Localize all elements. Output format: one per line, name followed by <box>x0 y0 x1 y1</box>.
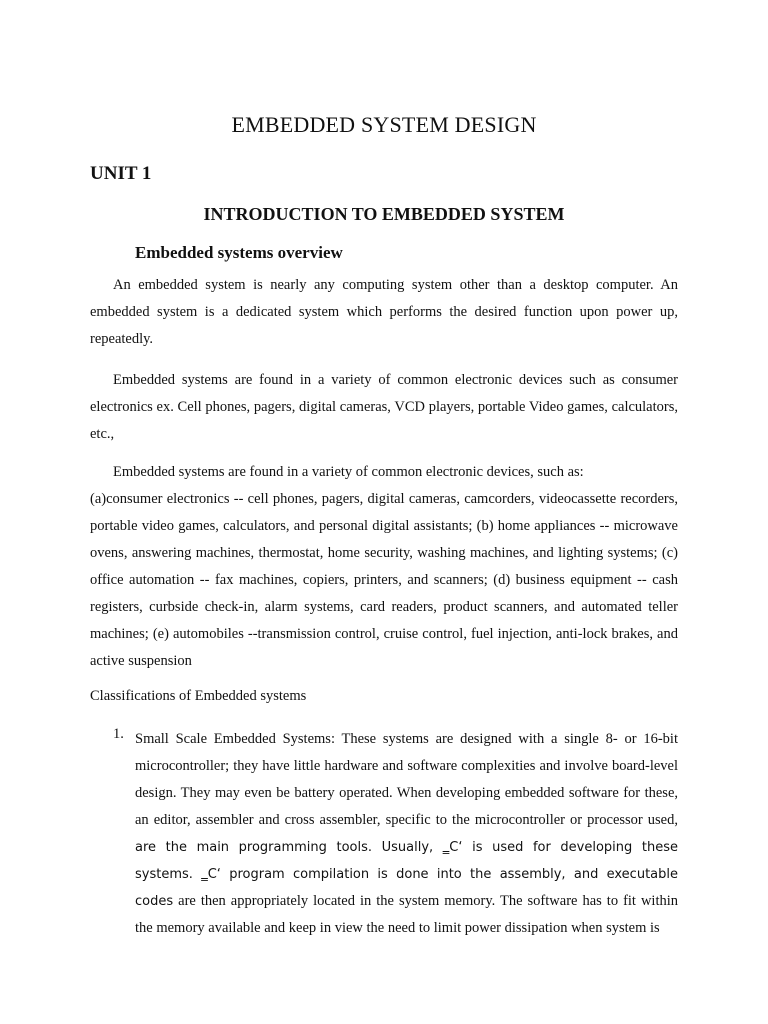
paragraph-examples: Embedded systems are found in a variety of common electronic devices such as consumer electronics ex. Cell phones, pagers, digital cameras, VCD players, portable Video games, calculators, etc., <box>90 372 678 442</box>
paragraph-devices <box>90 459 678 675</box>
list-item-text-part1: Small Scale Embedded Systems: These systems are designed with a single 8- or 16-bit microcontroller; they have little hardware and software complexities and involve board-level design. They may even be battery operated. When developing embedded software for these, an editor, assembler and cross assembler, specific to the microcontroller or processor used, <box>135 731 678 828</box>
unit-heading: UNIT 1 <box>90 163 152 184</box>
list-item-number: 1. <box>113 726 124 742</box>
paragraph-devices-list: (a)consumer electronics -- cell phones, pagers, digital cameras, camcorders, videocassette recorders, portable video games, calculators, and personal digital assistants; (b) home appliances -- microwave ovens, answering machines, thermostat, home security, washing machines, and lighting systems; (c) office automation -- fax machines, copiers, printers, and scanners; (d) business equipment -- cash registers, curbside check-in, alarm systems, card readers, product scanners, and automated teller machines; (e) automobiles --transmission control, cruise control, fuel injection, anti-lock brakes, and active suspension <box>90 491 678 669</box>
classifications-heading: Classifications of Embedded systems <box>90 688 307 704</box>
list-item-small-scale <box>135 726 678 942</box>
chapter-heading: INTRODUCTION TO EMBEDDED SYSTEM <box>203 204 565 224</box>
paragraph-definition: An embedded system is nearly any computing system other than a desktop computer. An embedded system is a dedicated system which performs the desired function upon power up, repeatedly. <box>90 277 678 347</box>
document-title: EMBEDDED SYSTEM DESIGN <box>231 112 537 137</box>
list-item-text-sans: are the main programming tools. Usually, ‗C‘ is used for developing these systems. ‗C‘ program compilation is done into the assembly, and executable codes <box>135 840 678 909</box>
paragraph-devices-intro: Embedded systems are found in a variety of common electronic devices, such as: <box>113 464 584 480</box>
list-item-text-part2: are then appropriately located in the system memory. The software has to fit within the memory available and keep in view the need to limit power dissipation when system is <box>135 893 679 936</box>
section-heading: Embedded systems overview <box>135 243 343 262</box>
